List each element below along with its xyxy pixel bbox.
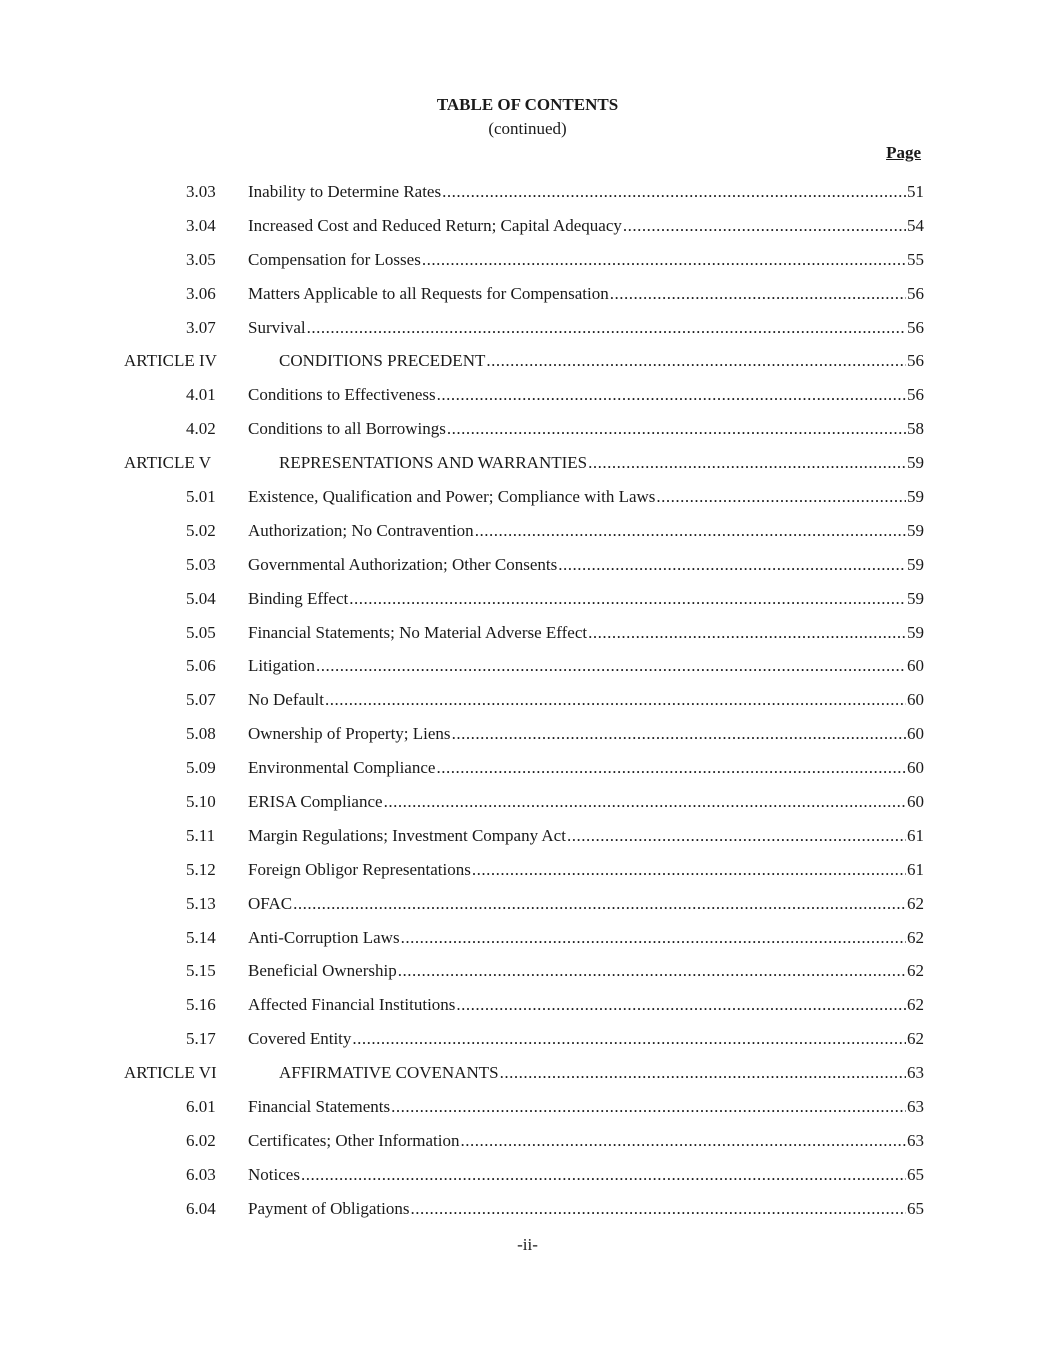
toc-section-row xyxy=(0,757,1055,791)
toc-entry-page: 61 xyxy=(907,859,924,879)
toc-dot-leader xyxy=(436,757,906,779)
toc-section-row xyxy=(0,588,1055,622)
toc-section-row xyxy=(0,723,1055,757)
toc-section-row xyxy=(0,486,1055,520)
toc-entry-number: ARTICLE V xyxy=(124,453,211,473)
toc-entry-number: 5.11 xyxy=(186,825,216,845)
toc-entry-number: 5.13 xyxy=(186,893,216,913)
toc-entry-page: 56 xyxy=(907,283,924,303)
toc-entry-number: 5.01 xyxy=(186,487,216,507)
toc-entry-title: Conditions to Effectiveness xyxy=(248,385,436,405)
toc-entry-line xyxy=(248,1164,924,1186)
toc-entry-title: Compensation for Losses xyxy=(248,249,421,269)
toc-dot-leader xyxy=(486,350,906,372)
toc-dot-leader xyxy=(588,622,906,644)
toc-entry-page: 59 xyxy=(907,554,924,574)
toc-dot-leader xyxy=(391,1096,906,1118)
toc-entry-number: 5.16 xyxy=(186,995,216,1015)
toc-dot-leader xyxy=(447,418,906,440)
toc-dot-leader xyxy=(293,893,906,915)
toc-entry-line xyxy=(248,723,924,745)
toc-dot-leader xyxy=(442,181,906,203)
toc-dot-leader xyxy=(623,215,906,237)
toc-section-row xyxy=(0,622,1055,656)
toc-entry-line xyxy=(248,1198,924,1220)
toc-entry-page: 59 xyxy=(907,453,924,473)
toc-entry-number: ARTICLE VI xyxy=(124,1063,217,1083)
toc-entry-number: 3.05 xyxy=(186,249,216,269)
toc-entry-page: 54 xyxy=(907,215,924,235)
toc-entry-page: 61 xyxy=(907,825,924,845)
toc-entry-title: Certificates; Other Information xyxy=(248,1130,460,1150)
toc-dot-leader xyxy=(558,554,906,576)
toc-entry-title: REPRESENTATIONS AND WARRANTIES xyxy=(279,453,588,473)
toc-entry-title: Covered Entity xyxy=(248,1029,352,1049)
toc-section-row xyxy=(0,520,1055,554)
toc-list xyxy=(0,181,1055,1232)
toc-entry-title: Matters Applicable to all Requests for Compensation xyxy=(248,283,609,303)
toc-dot-leader xyxy=(588,452,906,474)
toc-section-row xyxy=(0,283,1055,317)
toc-entry-line xyxy=(248,317,924,339)
toc-dot-leader xyxy=(325,689,906,711)
toc-entry-line xyxy=(248,554,924,576)
toc-section-row xyxy=(0,554,1055,588)
toc-section-row xyxy=(0,960,1055,994)
toc-entry-number: 6.01 xyxy=(186,1097,216,1117)
toc-section-row xyxy=(0,791,1055,825)
toc-entry-number: 5.15 xyxy=(186,961,216,981)
toc-dot-leader xyxy=(422,249,906,271)
toc-entry-page: 62 xyxy=(907,893,924,913)
toc-entry-number: 5.07 xyxy=(186,690,216,710)
toc-entry-number: 5.09 xyxy=(186,758,216,778)
toc-entry-number: 5.03 xyxy=(186,554,216,574)
toc-entry-page: 51 xyxy=(907,182,924,201)
toc-section-row xyxy=(0,418,1055,452)
toc-entry-line xyxy=(248,588,924,610)
toc-dot-leader xyxy=(410,1198,906,1220)
toc-section-row xyxy=(0,655,1055,689)
toc-entry-title: Environmental Compliance xyxy=(248,758,436,778)
toc-entry-line xyxy=(248,791,924,813)
toc-entry-title: Financial Statements xyxy=(248,1097,391,1117)
toc-entry-title: Governmental Authorization; Other Consents xyxy=(248,554,558,574)
toc-entry-title: Beneficial Ownership xyxy=(248,961,397,981)
toc-entry-page: 63 xyxy=(907,1130,924,1150)
toc-entry-number: 6.04 xyxy=(186,1198,216,1218)
toc-entry-line xyxy=(248,825,924,847)
toc-entry-title: OFAC xyxy=(248,893,293,913)
toc-entry-number: 5.04 xyxy=(186,588,216,608)
toc-entry-page: 65 xyxy=(907,1164,924,1184)
toc-section-row xyxy=(0,825,1055,859)
toc-dot-leader xyxy=(301,1164,906,1186)
toc-entry-page: 59 xyxy=(907,622,924,642)
toc-section-row xyxy=(0,1130,1055,1164)
toc-entry-line xyxy=(248,994,924,1016)
toc-entry-title: Conditions to all Borrowings xyxy=(248,419,446,439)
toc-dot-leader xyxy=(475,520,906,542)
toc-entry-page: 58 xyxy=(907,419,924,439)
toc-dot-leader xyxy=(452,723,906,745)
toc-entry-page: 60 xyxy=(907,758,924,778)
toc-dot-leader xyxy=(398,960,906,982)
toc-entry-line xyxy=(248,384,924,406)
toc-entry-line xyxy=(248,1028,924,1050)
toc-entry-title: Foreign Obligor Representations xyxy=(248,859,471,879)
page-column-header: Page xyxy=(886,143,921,162)
toc-entry-number: 3.06 xyxy=(186,283,216,303)
toc-entry-page: 56 xyxy=(907,351,924,371)
toc-entry-line xyxy=(248,689,924,711)
toc-entry-line xyxy=(248,215,924,237)
toc-entry-page: 60 xyxy=(907,690,924,710)
toc-article-row xyxy=(0,1062,1055,1096)
toc-entry-title: Anti-Corruption Laws xyxy=(248,927,400,947)
toc-entry-line xyxy=(248,622,924,644)
toc-entry-line xyxy=(248,181,924,203)
toc-entry-line xyxy=(279,350,924,372)
toc-entry-title: ERISA Compliance xyxy=(248,792,383,812)
toc-entry-title: Litigation xyxy=(248,656,316,676)
toc-section-row xyxy=(0,927,1055,961)
toc-entry-page: 59 xyxy=(907,588,924,608)
toc-entry-page: 63 xyxy=(907,1063,924,1083)
toc-entry-page: 60 xyxy=(907,656,924,676)
toc-entry-line xyxy=(248,283,924,305)
toc-entry-page: 59 xyxy=(907,487,924,507)
toc-entry-page: 60 xyxy=(907,724,924,744)
toc-entry-line xyxy=(248,893,924,915)
toc-entry-title: AFFIRMATIVE COVENANTS xyxy=(279,1063,499,1083)
toc-dot-leader xyxy=(384,791,906,813)
toc-entry-page: 62 xyxy=(907,995,924,1015)
toc-section-row xyxy=(0,1198,1055,1232)
toc-entry-title: Margin Regulations; Investment Company Act xyxy=(248,825,566,845)
toc-entry-number: 3.07 xyxy=(186,317,216,337)
toc-dot-leader xyxy=(567,825,906,847)
toc-dot-leader xyxy=(500,1062,906,1084)
toc-section-row xyxy=(0,1164,1055,1198)
toc-dot-leader xyxy=(401,927,906,949)
toc-entry-number: 5.14 xyxy=(186,927,216,947)
toc-entry-number: 5.05 xyxy=(186,622,216,642)
toc-entry-title: Inability to Determine Rates xyxy=(248,182,442,201)
toc-section-row xyxy=(0,317,1055,351)
toc-article-row xyxy=(0,452,1055,486)
toc-section-row xyxy=(0,384,1055,418)
toc-entry-line xyxy=(248,960,924,982)
toc-subtitle: (continued) xyxy=(488,119,567,138)
toc-title: TABLE OF CONTENTS xyxy=(436,95,619,114)
toc-entry-title: Payment of Obligations xyxy=(248,1198,410,1218)
toc-dot-leader xyxy=(472,859,906,881)
toc-entry-number: 5.08 xyxy=(186,724,216,744)
toc-dot-leader xyxy=(307,317,906,339)
toc-dot-leader xyxy=(656,486,906,508)
toc-entry-page: 60 xyxy=(907,792,924,812)
toc-entry-line xyxy=(248,757,924,779)
toc-entry-line xyxy=(279,452,924,474)
toc-entry-title: Existence, Qualification and Power; Compliance with Laws xyxy=(248,487,656,507)
toc-dot-leader xyxy=(460,1130,906,1152)
toc-entry-line xyxy=(248,418,924,440)
toc-entry-number: ARTICLE IV xyxy=(124,351,217,371)
toc-entry-line xyxy=(248,859,924,881)
toc-entry-number: 5.06 xyxy=(186,656,216,676)
toc-entry-line xyxy=(248,655,924,677)
toc-entry-number: 3.03 xyxy=(186,182,216,201)
toc-section-row xyxy=(0,893,1055,927)
toc-entry-page: 63 xyxy=(907,1097,924,1117)
toc-entry-line xyxy=(248,249,924,271)
toc-section-row xyxy=(0,1028,1055,1062)
toc-entry-title: Binding Effect xyxy=(248,588,349,608)
page-number: -ii- xyxy=(517,1235,538,1254)
toc-entry-page: 55 xyxy=(907,249,924,269)
toc-section-row xyxy=(0,859,1055,893)
toc-dot-leader xyxy=(352,1028,906,1050)
toc-entry-page: 62 xyxy=(907,961,924,981)
toc-section-row xyxy=(0,249,1055,283)
toc-entry-page: 65 xyxy=(907,1198,924,1218)
toc-entry-number: 4.02 xyxy=(186,419,216,439)
toc-section-row xyxy=(0,215,1055,249)
toc-entry-number: 5.12 xyxy=(186,859,216,879)
toc-entry-line xyxy=(248,1130,924,1152)
toc-dot-leader xyxy=(316,655,906,677)
toc-dot-leader xyxy=(437,384,906,406)
toc-entry-line xyxy=(248,927,924,949)
toc-entry-title: Authorization; No Contravention xyxy=(248,520,474,540)
toc-entry-number: 6.03 xyxy=(186,1164,216,1184)
toc-section-row xyxy=(0,1096,1055,1130)
toc-entry-number: 6.02 xyxy=(186,1130,216,1150)
toc-dot-leader xyxy=(349,588,906,610)
toc-dot-leader xyxy=(610,283,906,305)
toc-dot-leader xyxy=(456,994,906,1016)
toc-entry-page: 56 xyxy=(907,385,924,405)
toc-entry-number: 3.04 xyxy=(186,215,216,235)
toc-article-row xyxy=(0,350,1055,384)
toc-entry-number: 5.17 xyxy=(186,1029,216,1049)
toc-section-row xyxy=(0,181,1055,215)
toc-entry-title: CONDITIONS PRECEDENT xyxy=(279,351,486,371)
toc-entry-title: Affected Financial Institutions xyxy=(248,995,456,1015)
toc-entry-title: Increased Cost and Reduced Return; Capital Adequacy xyxy=(248,215,622,235)
toc-entry-number: 5.02 xyxy=(186,520,216,540)
toc-section-row xyxy=(0,994,1055,1028)
toc-entry-title: Notices xyxy=(248,1164,300,1184)
toc-entry-title: No Default xyxy=(248,690,325,710)
toc-entry-page: 59 xyxy=(907,520,924,540)
toc-entry-number: 5.10 xyxy=(186,792,216,812)
toc-entry-page: 62 xyxy=(907,1029,924,1049)
toc-entry-page: 62 xyxy=(907,927,924,947)
toc-entry-title: Survival xyxy=(248,317,306,337)
toc-entry-line xyxy=(248,1096,924,1118)
toc-entry-title: Financial Statements; No Material Adverse Effect xyxy=(248,622,588,642)
toc-entry-page: 56 xyxy=(907,317,924,337)
toc-entry-line xyxy=(248,486,924,508)
toc-entry-line xyxy=(248,520,924,542)
toc-entry-line xyxy=(279,1062,924,1084)
toc-entry-number: 4.01 xyxy=(186,385,216,405)
toc-entry-title: Ownership of Property; Liens xyxy=(248,724,451,744)
toc-section-row xyxy=(0,689,1055,723)
